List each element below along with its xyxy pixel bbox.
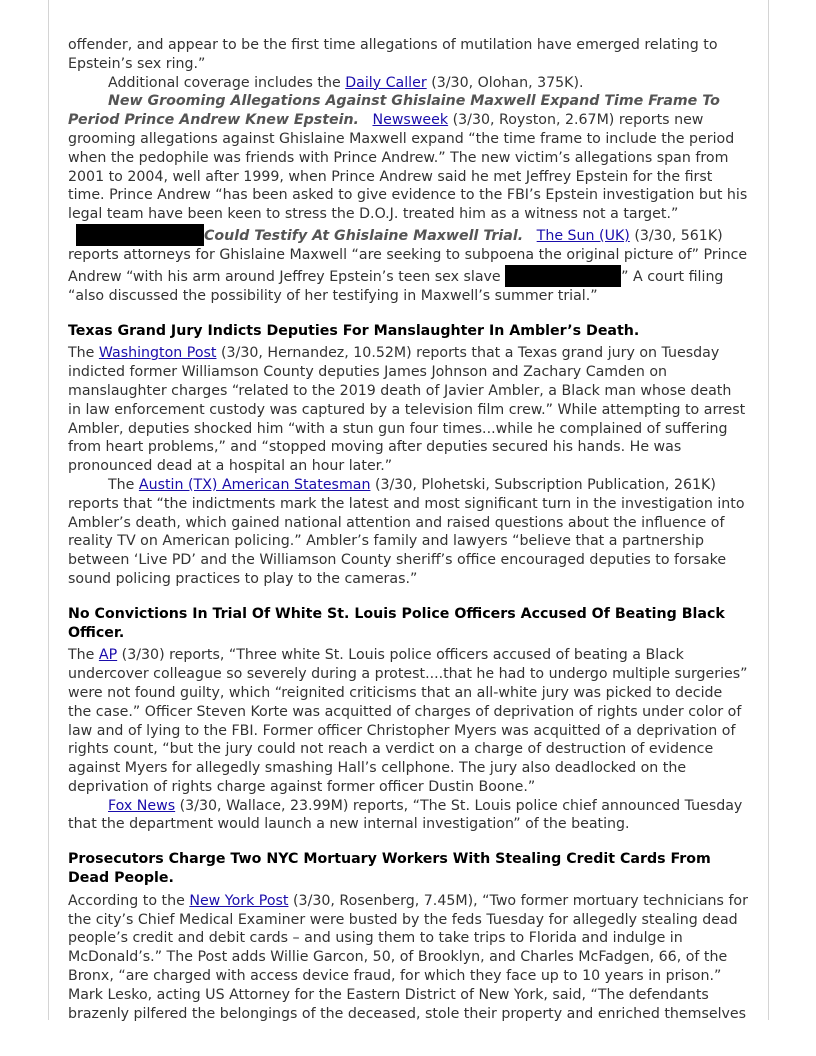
paragraph <box>68 344 748 476</box>
text: According to the <box>68 892 190 909</box>
text: (3/30, Olohan, 375K). <box>426 74 584 91</box>
paragraph <box>68 224 748 306</box>
text: ” A court filing “also discussed the possibility of her testifying in Maxwell’s summer trial.” <box>68 268 724 304</box>
paragraph <box>68 74 748 93</box>
text: (3/30, Hernandez, 10.52M) reports that a Texas grand jury on Tuesday indicted former Williamson County deputies James Johnson and Zachary Camden on manslaughter charges “related to the 2019 death of Javier Ambler, a Black man whose death in law enforcement custody was captured by a television film crew.” While attempting to arrest Ambler, deputies shocked him “with a stun gun four times...while he complained of suffering from heart problems,” and “stopped moving after deputies secured his hands. He was pronounced dead at a hospital an hour later.” <box>68 345 746 475</box>
link-washington-post[interactable]: Washington Post <box>98 345 217 362</box>
paragraph <box>68 92 748 224</box>
text: Additional coverage includes the <box>108 74 346 91</box>
paragraph: offender, and appear to be the first time allegations of mutilation have emerged relating to Epstein’s sex ring.” <box>68 37 718 72</box>
item-headline: Could Testify At Ghislaine Maxwell Trial. <box>204 227 524 244</box>
text: The <box>68 647 99 664</box>
paragraph <box>68 476 748 589</box>
text: (3/30, 561K) reports attorneys for Ghislaine Maxwell “are seeking to subpoena the original picture of” Prince Andrew “with his arm around Jeffrey Epstein’s teen sex slave <box>68 227 748 285</box>
text: (3/30, Rosenberg, 7.45M), “Two former mortuary technicians for the city’s Chief Medical Examiner were busted by the feds Tuesday for allegedly stealing dead people’s credit and debit cards – and using them to take trips to Florida and indulge in McDonald’s.” The Post adds Willie Garcon, 50, of Brooklyn, and Charles McFadgen, 66, of the Bronx, “are charged with access device fraud, for which they face up to 10 years in prison.” Mark Lesko, acting US Attorney for the Eastern District of New York, said, “The defendants brazenly pilfered the belongings of the deceased, stole their property and enriched themselves <box>68 892 748 1022</box>
link-newsweek[interactable]: Newsweek <box>372 112 449 129</box>
page-margin-right <box>768 0 769 1020</box>
redaction-box <box>505 265 621 287</box>
section-title: No Convictions In Trial Of White St. Louis Police Officers Accused Of Beating Black Officer. <box>68 605 725 641</box>
document-page <box>68 36 748 1023</box>
link-ap[interactable]: AP <box>98 647 118 664</box>
item-headline: New Grooming Allegations Against Ghislaine Maxwell Expand Time Frame To Period Prince Andrew Knew Epstein. <box>68 93 720 129</box>
text: (3/30, Plohetski, Subscription Publication, 261K) reports that “the indictments mark the latest and most significant turn in the investigation into Ambler’s death, which gained national attention and raised questions about the influence of reality TV on American policing.” Ambler’s family and lawyers “believe that a partnership between ‘Live PD’ and the Williamson County sheriff’s office encouraged deputies to forsake sound policing practices to play to the cameras.” <box>68 476 745 587</box>
link-new-york-post[interactable]: New York Post <box>189 892 289 909</box>
link-daily-caller[interactable]: Daily Caller <box>345 74 427 91</box>
link-fox-news[interactable]: Fox News <box>108 797 176 814</box>
redaction-box <box>76 224 204 246</box>
text: The <box>108 476 139 493</box>
paragraph <box>68 646 748 796</box>
text: (3/30, Wallace, 23.99M) reports, “The St. Louis police chief announced Tuesday that the department would launch a new internal investigation” of the beating. <box>68 797 743 833</box>
paragraph <box>68 797 748 835</box>
link-the-sun-uk[interactable]: The Sun (UK) <box>536 227 630 244</box>
section-title: Texas Grand Jury Indicts Deputies For Manslaughter In Ambler’s Death. <box>68 322 640 339</box>
section-title: Prosecutors Charge Two NYC Mortuary Workers With Stealing Credit Cards From Dead People. <box>68 851 711 887</box>
link-austin-american-statesman[interactable]: Austin (TX) American Statesman <box>138 476 371 493</box>
paragraph <box>68 892 748 1024</box>
text: (3/30) reports, “Three white St. Louis police officers accused of beating a Black undercover colleague so severely during a protest....that he had to undergo multiple surgeries” were not found guilty, which “reignited criticisms that an all-white jury was picked to decide the case.” Officer Steven Korte was acquitted of charges of deprivation of rights under color of law and of lying to the FBI. Former officer Christopher Myers was acquitted of a deprivation of rights count, “but the jury could not reach a verdict on a charge of destruction of evidence against Myers for allegedly smashing Hall’s cellphone. The jury also deadlocked on the deprivation of rights charge against former officer Dustin Boone.” <box>68 647 748 795</box>
text: (3/30, Royston, 2.67M) reports new grooming allegations against Ghislaine Maxwell expand “the time frame to include the period when the pedophile was friends with Prince Andrew.” The new victim’s allegations span from 2001 to 2004, well after 1999, when Prince Andrew said he met Jeffrey Epstein for the first time. Prince Andrew “has been asked to give evidence to the FBI’s Epstein investigation but his legal team have been keen to stress the D.O.J. treated him as a witness not a target.” <box>68 112 748 223</box>
page-margin-left <box>48 0 49 1020</box>
text: The <box>68 345 99 362</box>
